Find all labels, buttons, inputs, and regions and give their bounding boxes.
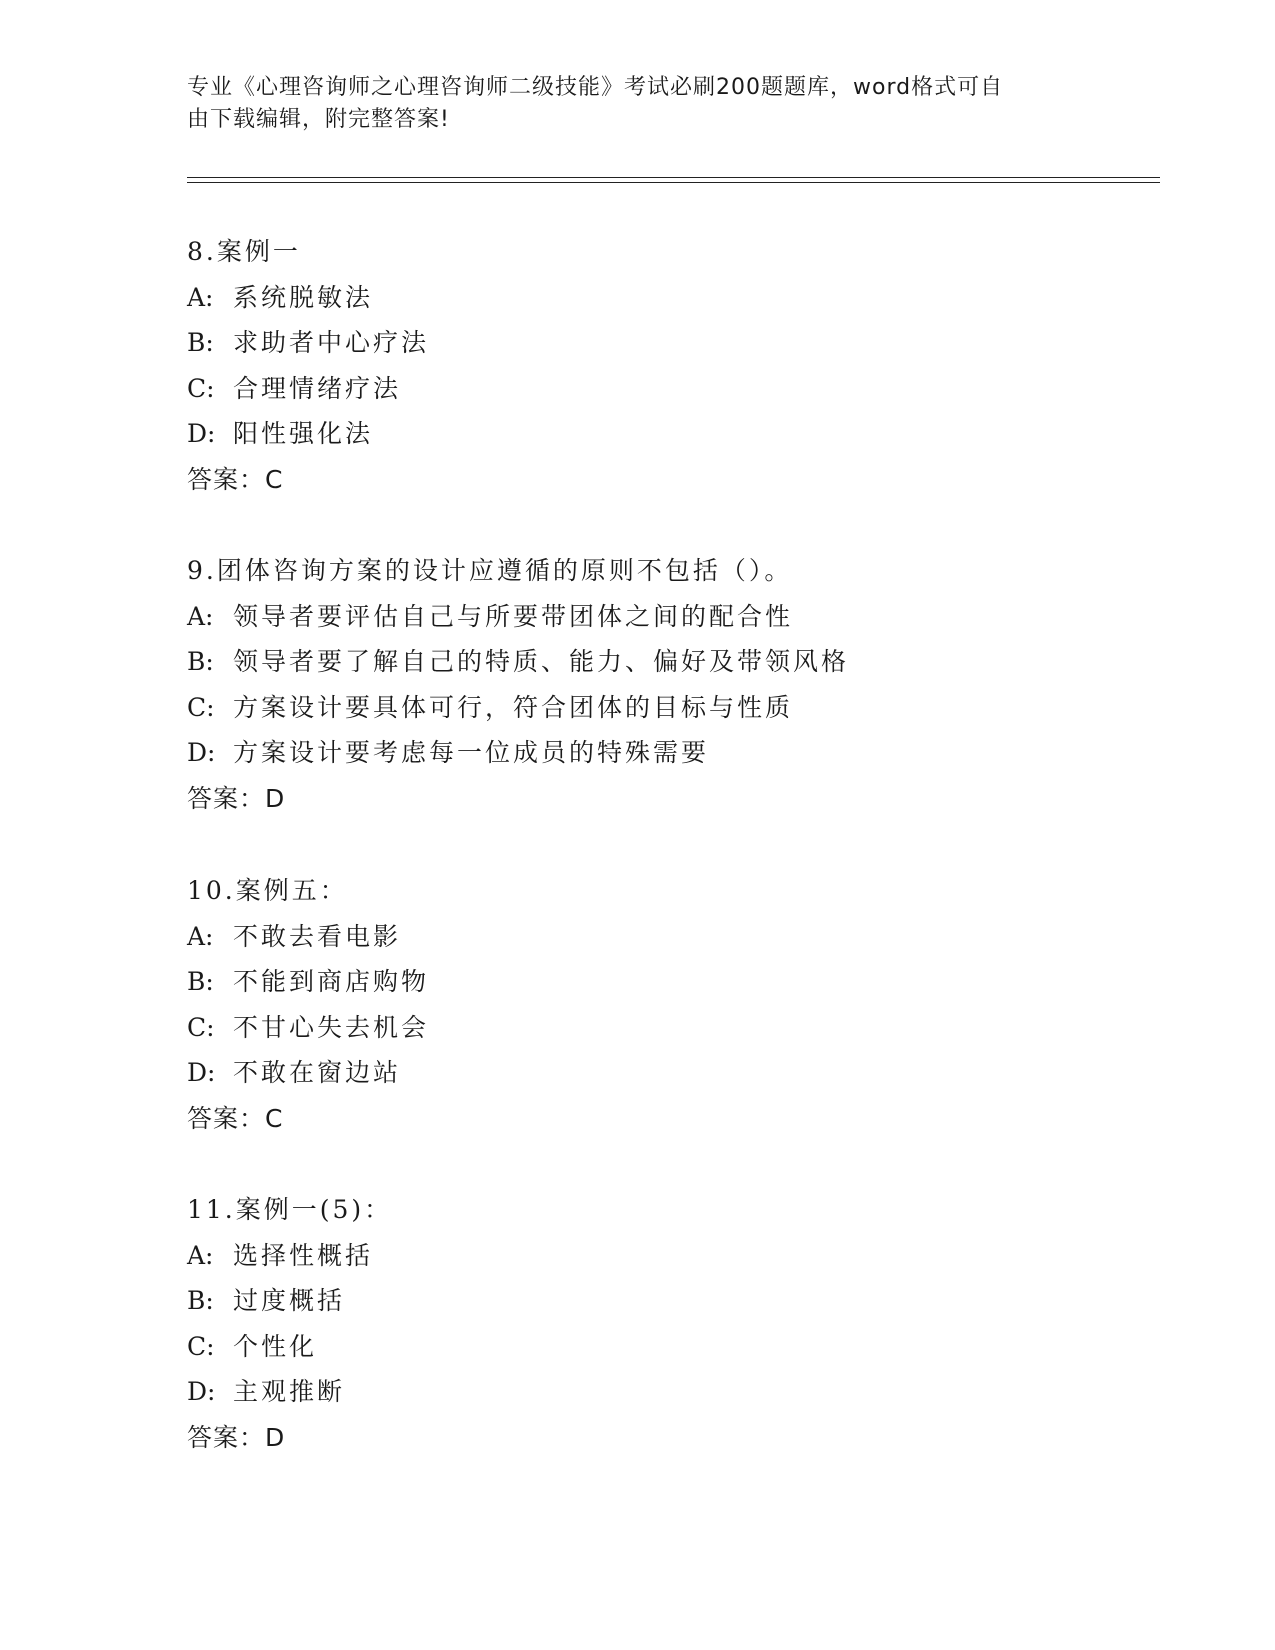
option-d (187, 411, 1167, 457)
header-line-2: 由下载编辑，附完整答案! (187, 107, 450, 132)
option-letter: A: (187, 282, 214, 312)
option-a (187, 1233, 1167, 1279)
option-letter: A: (187, 921, 214, 951)
question-9 (187, 548, 1167, 822)
answer-line: 答案：C (187, 1103, 284, 1133)
option-letter: B: (187, 647, 214, 677)
option-text: 选择性概括 (233, 1240, 374, 1270)
option-letter: C: (187, 692, 215, 722)
option-letter: A: (187, 601, 214, 631)
option-text: 不能到商店购物 (233, 967, 430, 997)
option-d (187, 1050, 1167, 1096)
option-letter: C: (187, 1331, 215, 1361)
option-letter: B: (187, 967, 214, 997)
header-divider-top (187, 177, 1160, 178)
option-a (187, 914, 1167, 960)
header-divider-bottom (187, 182, 1160, 183)
option-c (187, 366, 1167, 412)
option-letter: C: (187, 1012, 215, 1042)
option-b (187, 639, 1167, 685)
option-b (187, 1278, 1167, 1324)
option-text: 过度概括 (233, 1286, 346, 1316)
option-text: 不敢去看电影 (233, 921, 402, 951)
option-text: 不敢在窗边站 (233, 1058, 402, 1088)
document-header (187, 72, 1077, 136)
question-11 (187, 1187, 1167, 1461)
option-text: 方案设计要具体可行，符合团体的目标与性质 (233, 692, 794, 722)
option-letter: B: (187, 328, 214, 358)
header-line-1: 专业《心理咨询师之心理咨询师二级技能》考试必刷200题题库，word格式可自 (187, 75, 1004, 100)
option-b (187, 959, 1167, 1005)
option-text: 主观推断 (233, 1377, 346, 1407)
option-letter: C: (187, 373, 215, 403)
option-letter: D: (187, 1058, 216, 1088)
answer-line: 答案：D (187, 1422, 286, 1452)
question-stem: 9.团体咨询方案的设计应遵循的原则不包括（）。 (187, 556, 793, 585)
answer-line: 答案：D (187, 783, 286, 813)
option-text: 个性化 (233, 1331, 318, 1361)
option-letter: D: (187, 738, 216, 768)
option-d (187, 730, 1167, 776)
option-c (187, 685, 1167, 731)
question-stem: 8.案例一 (187, 237, 301, 266)
question-10 (187, 868, 1167, 1142)
question-stem: 11.案例一(5)： (187, 1195, 393, 1224)
option-text: 合理情绪疗法 (233, 373, 402, 403)
answer-line: 答案：C (187, 464, 284, 494)
option-text: 不甘心失去机会 (233, 1012, 430, 1042)
option-a (187, 275, 1167, 321)
option-text: 求助者中心疗法 (233, 328, 430, 358)
option-letter: D: (187, 1377, 216, 1407)
option-text: 系统脱敏法 (233, 282, 374, 312)
option-letter: A: (187, 1240, 214, 1270)
question-8 (187, 229, 1167, 503)
option-c (187, 1324, 1167, 1370)
option-text: 阳性强化法 (233, 419, 374, 449)
option-letter: B: (187, 1286, 214, 1316)
option-b (187, 320, 1167, 366)
option-letter: D: (187, 419, 216, 449)
option-text: 领导者要了解自己的特质、能力、偏好及带领风格 (233, 647, 850, 677)
option-a (187, 594, 1167, 640)
option-text: 方案设计要考虑每一位成员的特殊需要 (233, 738, 710, 768)
option-c (187, 1005, 1167, 1051)
question-stem: 10.案例五： (187, 876, 348, 905)
option-d (187, 1369, 1167, 1415)
option-text: 领导者要评估自己与所要带团体之间的配合性 (233, 601, 794, 631)
